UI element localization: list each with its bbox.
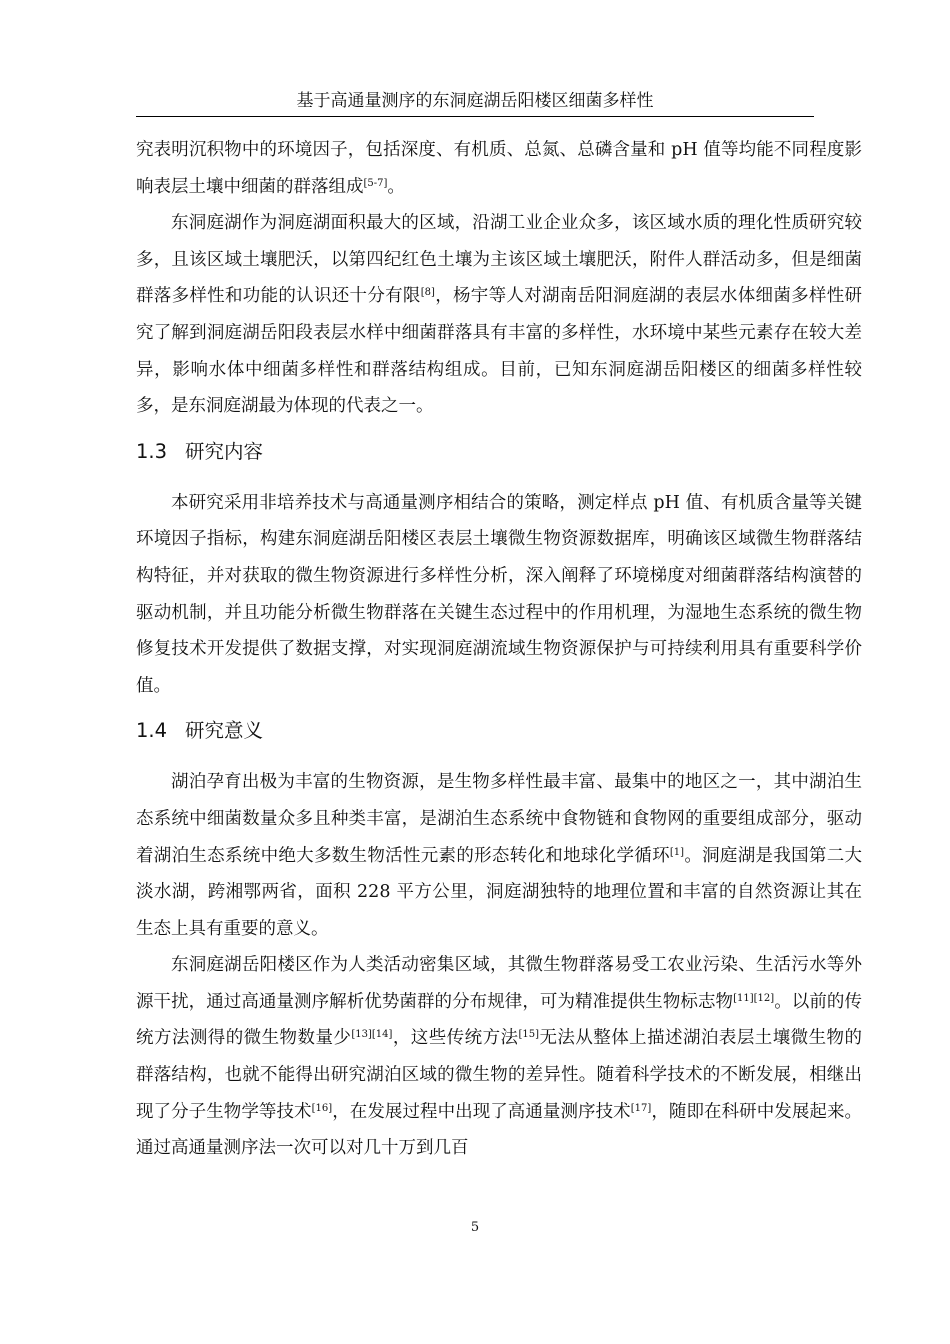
paragraph-text: 东洞庭湖作为洞庭湖面积最大的区域，沿湖工业企业众多，该区域水质的理化性质研究较多，且该区域土壤肥沃，以第四纪红色土壤为主该区域土壤肥沃，附件人群活动多，但是细菌群落多样性和功能的认识还十分有限: [136, 213, 862, 307]
section-title: 研究内容: [185, 439, 264, 463]
section-number: 1.3: [136, 439, 168, 463]
paragraph-text: 本研究采用非培养技术与高通量测序相结合的策略，测定样点 pH 值、有机质含量等关键环境因子指标，构建东洞庭湖岳阳楼区表层土壤微生物资源数据库，明确该区域微生物群落结构特征，并对获取的微生物资源进行多样性分析，深入阐释了环境梯度对细菌群落结构演替的驱动机制，并且功能分析微生物群落在关键生态过程中的作用机理，为湿地生态系统的微生物修复技术开发提供了数据支撑，对实现洞庭湖流域生物资源保护与可持续利用具有重要科学价值。: [136, 492, 862, 696]
paragraph-text: 。: [387, 176, 405, 197]
paragraph-5: [136, 947, 862, 1167]
citation: [8]: [420, 287, 435, 299]
paragraph-text: 东洞庭湖岳阳楼区作为人类活动密集区域，其微生物群落易受工农业污染、生活污水等外源干扰，通过高通量测序解析优势菌群的分布规律，可为精准提供生物标志物: [136, 955, 862, 1012]
citation: [16]: [311, 1102, 333, 1114]
citation: [15]: [518, 1029, 539, 1041]
header-title: 基于高通量测序的东洞庭湖岳阳楼区细菌多样性: [296, 91, 654, 111]
paragraph-4: [136, 764, 862, 947]
paragraph-3: [136, 485, 862, 705]
page-body: [136, 132, 862, 1167]
citation: [13][14]: [351, 1029, 393, 1041]
paragraph-text: 无法从整体上描述湖泊表层土壤微生物的群落结构，也就不能得出研究湖泊区域的微生物的差异性。随着科学技术的不断发展，相继出现了分子生物学等技术: [136, 1028, 863, 1122]
paragraph-text: ，这些传统方法: [392, 1028, 519, 1049]
paragraph-2: [136, 205, 862, 425]
section-title: 研究意义: [185, 719, 264, 743]
citation: [5-7]: [363, 177, 388, 189]
paragraph-1: [136, 132, 862, 205]
section-heading-1-3: [136, 425, 862, 485]
citation: [1]: [669, 846, 685, 858]
running-header: [136, 88, 814, 117]
paragraph-text: ，杨宇等人对湖南岳阳洞庭湖的表层水体细菌多样性研究了解到洞庭湖岳阳段表层水样中细菌群落具有丰富的多样性，水环境中某些元素存在较大差异，影响水体中细菌多样性和群落结构组成。目前，已知东洞庭湖岳阳楼区的细菌多样性较多，是东洞庭湖最为体现的代表之一。: [136, 286, 863, 417]
paragraph-text: 湖泊孕育出极为丰富的生物资源，是生物多样性最丰富、最集中的地区之一，其中湖泊生态系统中细菌数量众多且种类丰富，是湖泊生态系统中食物链和食物网的重要组成部分，驱动着湖泊生态系统中绝大多数生物活性元素的形态转化和地球化学循环: [136, 772, 862, 866]
citation: [17]: [630, 1102, 652, 1114]
paragraph-text: 。以前的传统方法测得的微生物数量少: [136, 991, 862, 1049]
section-heading-1-4: [136, 704, 862, 764]
paragraph-text: ，在发展过程中出现了高通量测序技术: [332, 1101, 631, 1122]
paragraph-text: 。洞庭湖是我国第二大淡水湖，跨湘鄂两省，面积 228 平方公里，洞庭湖独特的地理位置和丰富的自然资源让其在生态上具有重要的意义。: [136, 845, 863, 939]
section-number: 1.4: [136, 719, 168, 743]
paragraph-text: ，随即在科研中发展起来。通过高通量测序法一次可以对几十万到几百: [136, 1101, 863, 1159]
citation: [11][12]: [733, 992, 775, 1004]
page-number: 5: [470, 1220, 480, 1235]
paragraph-text: 究表明沉积物中的环境因子，包括深度、有机质、总氮、总磷含量和 pH 值等均能不同程度影响表层土壤中细菌的群落组成: [136, 140, 862, 197]
